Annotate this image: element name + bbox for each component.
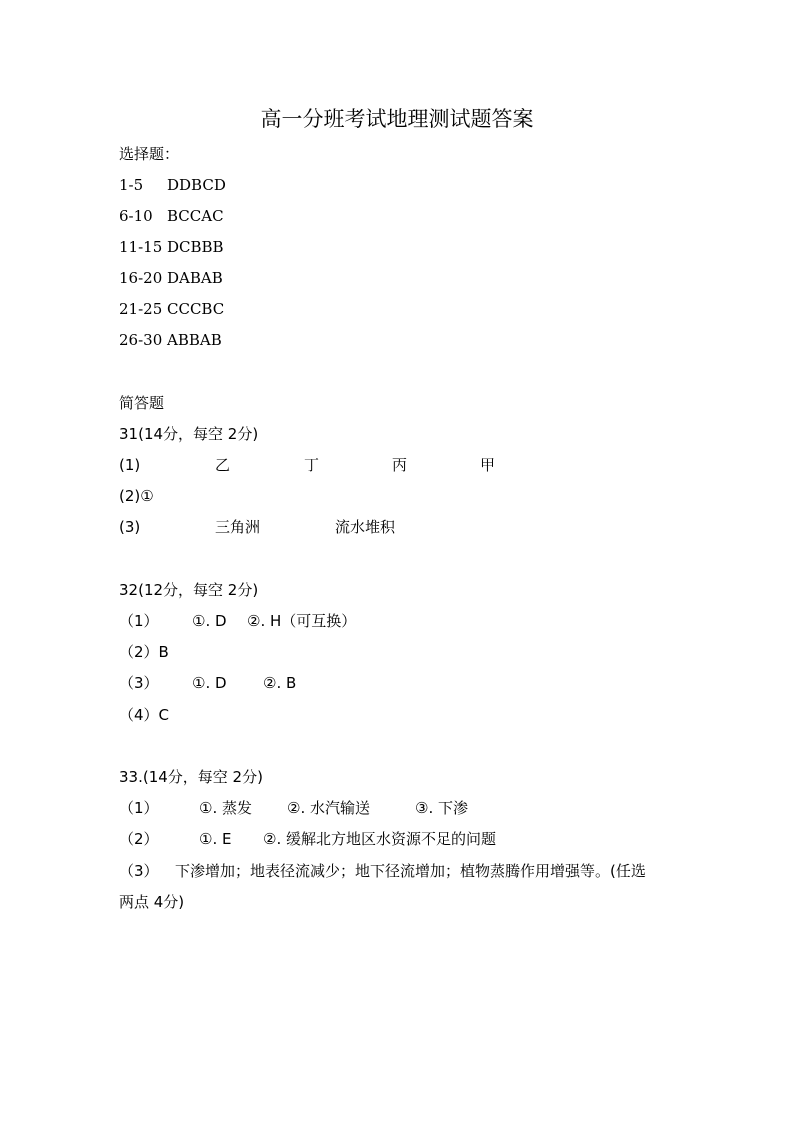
- answer-value: 丁: [304, 456, 320, 474]
- choice-answers: ABBAB: [167, 331, 222, 349]
- answer-value: ①. E: [199, 830, 232, 848]
- document-title: 高一分班考试地理测试题答案: [260, 107, 534, 131]
- answer-value: 下渗增加；地表径流减少；地下径流增加；植物蒸腾作用增强等。(任选: [175, 862, 646, 880]
- choice-answers: DCBBB: [167, 238, 224, 256]
- answer-value: ②. B: [263, 674, 297, 692]
- q31-part2: (2)①: [119, 487, 154, 505]
- part-label: (1): [119, 456, 141, 474]
- q31-header: 31(14分，每空 2分): [119, 425, 259, 443]
- answer-value: ③. 下渗: [415, 799, 468, 817]
- part-label: （1）: [119, 799, 159, 817]
- answer-value: ②. 水汽输送: [287, 799, 370, 817]
- q33-part3-continued: 两点 4分): [119, 893, 185, 911]
- choice-heading: 选择题：: [119, 145, 180, 163]
- q32-header: 32(12分，每空 2分): [119, 581, 259, 599]
- part-label: （1）: [119, 612, 159, 630]
- part-label: （2）: [119, 830, 159, 848]
- q32-part4: （4）C: [119, 706, 170, 724]
- answer-value: 流水堆积: [335, 518, 396, 536]
- answer-value: 甲: [480, 456, 496, 474]
- part-label: (3): [119, 518, 141, 536]
- answer-value: ②. H（可互换）: [247, 612, 357, 630]
- q32-part2: （2）B: [119, 643, 169, 661]
- choice-answers: BCCAC: [167, 207, 224, 225]
- q33-header: 33.(14分，每空 2分): [119, 768, 263, 786]
- answer-value: 乙: [215, 456, 231, 474]
- choice-range: 6-10: [119, 207, 153, 225]
- choice-answers: DABAB: [167, 269, 223, 287]
- choice-answers: CCCBC: [167, 300, 225, 318]
- part-label: （3）: [119, 862, 159, 880]
- choice-range: 26-30: [119, 331, 163, 349]
- choice-range: 1-5: [119, 176, 144, 194]
- answer-value: 丙: [392, 456, 408, 474]
- answer-value: 三角洲: [215, 518, 261, 536]
- choice-range: 21-25: [119, 300, 163, 318]
- answer-value: ①. D: [192, 674, 227, 692]
- answer-value: ①. 蒸发: [199, 799, 252, 817]
- answer-value: ②. 缓解北方地区水资源不足的问题: [263, 830, 496, 848]
- choice-range: 16-20: [119, 269, 163, 287]
- answer-value: ①. D: [192, 612, 227, 630]
- short-heading: 简答题: [119, 394, 165, 412]
- choice-range: 11-15: [119, 238, 163, 256]
- part-label: （3）: [119, 674, 159, 692]
- choice-answers: DDBCD: [167, 176, 226, 194]
